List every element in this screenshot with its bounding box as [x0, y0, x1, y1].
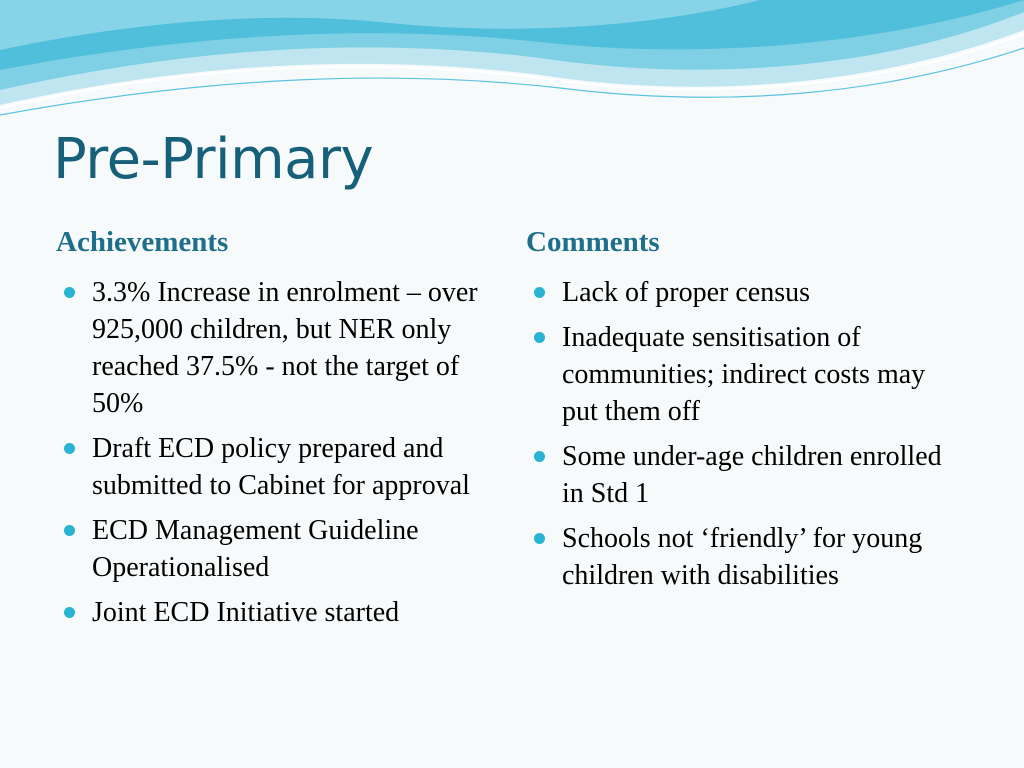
comments-list [526, 274, 966, 594]
comments-heading: Comments [526, 226, 660, 258]
achievements-heading: Achievements [56, 226, 229, 258]
list-item-text: Lack of proper census [562, 276, 811, 308]
achievements-column [56, 224, 496, 639]
list-item [56, 274, 496, 422]
comments-column [526, 224, 966, 602]
bullet-icon [64, 607, 75, 618]
list-item-text: Draft ECD policy prepared and submitted to Cabinet for approval [92, 432, 470, 501]
bullet-icon [64, 525, 75, 536]
list-item [526, 274, 966, 311]
slide-title: Pre-Primary [53, 127, 374, 192]
list-item-text: Joint ECD Initiative started [92, 596, 400, 628]
bullet-icon [64, 287, 75, 298]
list-item [526, 319, 966, 430]
achievements-list [56, 274, 496, 631]
list-item [56, 430, 496, 504]
list-item-text: 3.3% Increase in enrolment – over 925,000 children, but NER only reached 37.5% - not the target of 50% [92, 276, 478, 419]
list-item [56, 512, 496, 586]
list-item [526, 438, 966, 512]
header-wave-decoration [0, 0, 1024, 120]
list-item [56, 594, 496, 631]
list-item-text: Some under-age children enrolled in Std 1 [562, 440, 942, 509]
bullet-icon [64, 443, 75, 454]
list-item [526, 520, 966, 594]
list-item-text: Schools not ‘friendly’ for young children with disabilities [562, 522, 923, 591]
bullet-icon [534, 533, 545, 544]
bullet-icon [534, 451, 545, 462]
list-item-text: Inadequate sensitisation of communities; indirect costs may put them off [562, 321, 926, 427]
bullet-icon [534, 287, 545, 298]
list-item-text: ECD Management Guideline Operationalised [92, 514, 419, 583]
bullet-icon [534, 332, 545, 343]
